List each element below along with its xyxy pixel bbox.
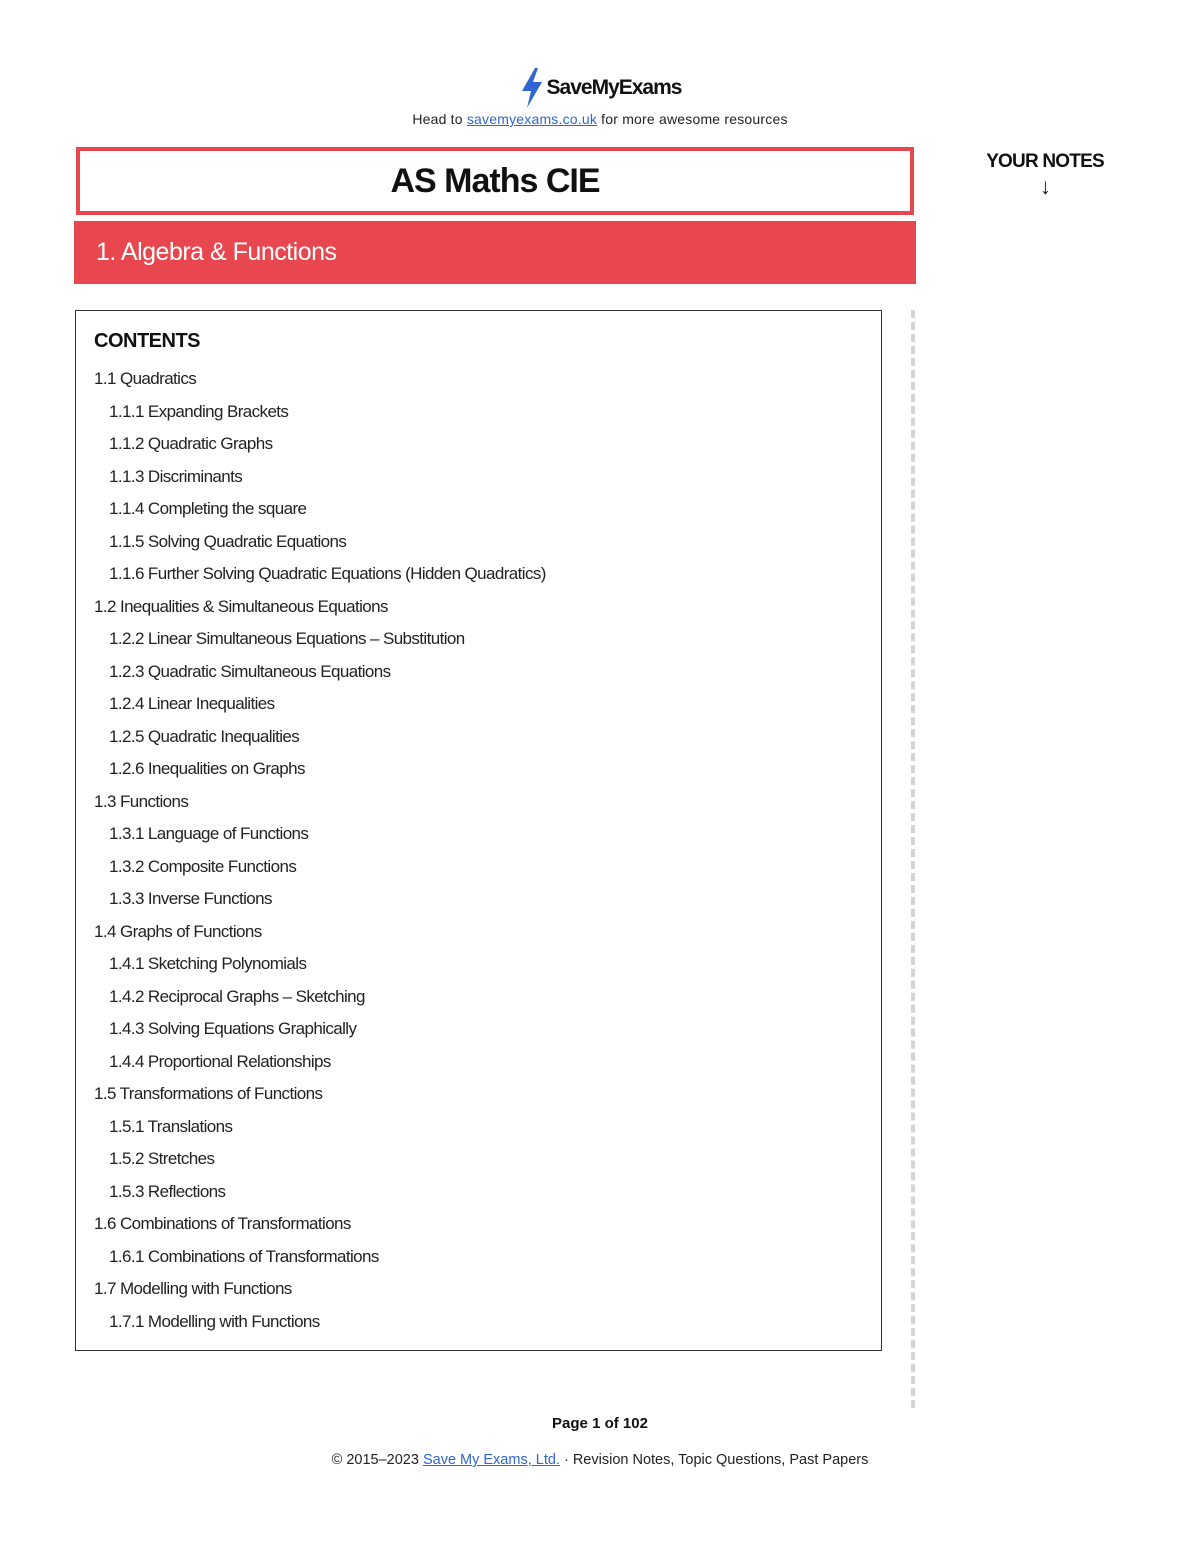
toc-item[interactable]: 1.6 Combinations of Transformations — [94, 1214, 351, 1233]
toc-item[interactable]: 1.2.5 Quadratic Inequalities — [109, 726, 300, 746]
toc-item[interactable]: 1.2.4 Linear Inequalities — [109, 694, 275, 713]
toc-item[interactable]: 1.3.1 Language of Functions — [109, 824, 309, 843]
toc-item[interactable]: 1.6.1 Combinations of Transformations — [109, 1246, 379, 1266]
toc-item[interactable]: 1.1.1 Expanding Brackets — [109, 401, 289, 421]
brand-logo — [0, 66, 1200, 110]
toc-item[interactable]: 1.2.6 Inequalities on Graphs — [109, 759, 305, 778]
toc-item[interactable]: 1.1.5 Solving Quadratic Equations — [109, 531, 347, 551]
toc-item[interactable]: 1.2.3 Quadratic Simultaneous Equations — [109, 661, 391, 681]
toc-item[interactable]: 1.7 Modelling with Functions — [94, 1279, 292, 1298]
toc-item[interactable]: 1.5 Transformations of Functions — [94, 1084, 323, 1103]
footer-site-link[interactable]: Save My Exams, Ltd. — [422, 1452, 560, 1468]
toc-item[interactable]: 1.4 Graphs of Functions — [94, 921, 262, 941]
table-of-contents — [94, 363, 546, 1338]
toc-item[interactable]: 1.3.3 Inverse Functions — [109, 889, 272, 908]
your-notes-label — [950, 149, 1140, 199]
lightning-bolt-icon — [519, 67, 545, 109]
tagline-suffix: for more awesome resources — [597, 111, 788, 127]
toc-item[interactable]: 1.7.1 Modelling with Functions — [109, 1311, 320, 1331]
logo-text: SaveMyExams — [546, 76, 682, 99]
toc-item[interactable]: 1.2.2 Linear Simultaneous Equations – Substitution — [109, 629, 465, 648]
toc-item[interactable]: 1.1.6 Further Solving Quadratic Equations (Hidden Quadratics) — [109, 564, 546, 583]
toc-item[interactable]: 1.1 Quadratics — [94, 369, 197, 388]
footer — [0, 1452, 1200, 1468]
toc-item[interactable]: 1.5.1 Translations — [109, 1116, 233, 1136]
your-notes-text: YOUR NOTES — [986, 151, 1104, 172]
toc-item[interactable]: 1.4.1 Sketching Polynomials — [109, 954, 307, 973]
toc-item[interactable]: 1.5.2 Stretches — [109, 1149, 215, 1168]
contents-heading: CONTENTS — [94, 330, 200, 352]
toc-item[interactable]: 1.5.3 Reflections — [109, 1181, 226, 1201]
toc-item[interactable]: 1.1.4 Completing the square — [109, 499, 307, 518]
page-number: Page 1 of 102 — [552, 1415, 648, 1432]
toc-item[interactable]: 1.1.2 Quadratic Graphs — [109, 434, 273, 453]
chapter-heading: 1. Algebra & Functions — [74, 221, 916, 284]
footer-description: · Revision Notes, Topic Questions, Past Papers — [559, 1452, 869, 1468]
toc-item[interactable]: 1.4.4 Proportional Relationships — [109, 1051, 331, 1071]
footer-copyright: © 2015–2023 — [331, 1452, 423, 1468]
arrow-down-icon: ↓ — [1039, 174, 1051, 199]
toc-item[interactable]: 1.1.3 Discriminants — [109, 466, 243, 486]
toc-item[interactable]: 1.3.2 Composite Functions — [109, 856, 297, 876]
tagline-prefix: Head to — [412, 111, 467, 127]
toc-item[interactable]: 1.4.3 Solving Equations Graphically — [109, 1019, 357, 1038]
document-title: AS Maths CIE — [76, 147, 914, 215]
toc-item[interactable]: 1.2 Inequalities & Simultaneous Equations — [94, 596, 388, 616]
tagline-site-link[interactable]: savemyexams.co.uk — [466, 111, 598, 127]
toc-item[interactable]: 1.4.2 Reciprocal Graphs – Sketching — [109, 986, 365, 1006]
notes-divider — [911, 310, 915, 1408]
toc-item[interactable]: 1.3 Functions — [94, 791, 189, 811]
tagline — [0, 111, 1200, 127]
